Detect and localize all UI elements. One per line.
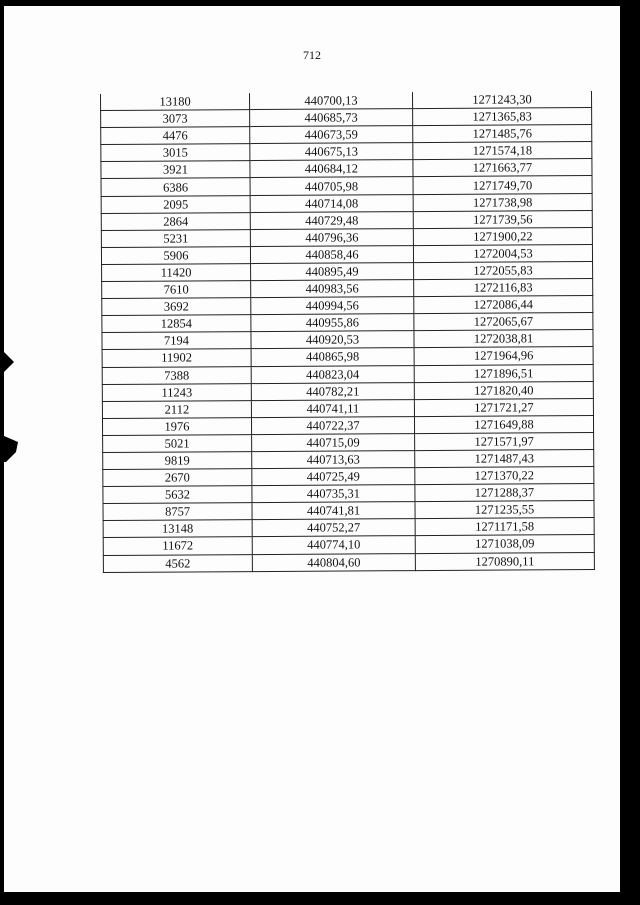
- y-coordinate-cell: 1271749,70: [413, 176, 592, 194]
- y-coordinate-cell: 1271820,40: [414, 381, 593, 399]
- point-number-cell: 5021: [103, 434, 252, 452]
- point-number-cell: 5231: [101, 229, 250, 247]
- point-number-cell: 2095: [101, 195, 250, 213]
- x-coordinate-cell: 440729,48: [250, 211, 413, 229]
- y-coordinate-cell: 1271738,98: [413, 193, 592, 211]
- y-coordinate-cell: 1271288,37: [415, 484, 594, 502]
- x-coordinate-cell: 440752,27: [252, 519, 415, 537]
- y-coordinate-cell: 1271896,51: [414, 364, 593, 382]
- y-coordinate-cell: 1272055,83: [414, 261, 593, 279]
- point-number-cell: 7610: [102, 281, 251, 299]
- point-number-cell: 13148: [103, 520, 252, 538]
- y-coordinate-cell: 1270890,11: [415, 552, 594, 570]
- y-coordinate-cell: 1271038,09: [415, 535, 594, 553]
- y-coordinate-cell: 1271739,56: [413, 210, 592, 228]
- x-coordinate-cell: 440715,09: [252, 433, 415, 451]
- x-coordinate-cell: 440735,31: [252, 485, 415, 503]
- x-coordinate-cell: 440782,21: [251, 382, 414, 400]
- x-coordinate-cell: 440796,36: [250, 228, 413, 246]
- point-number-cell: 13180: [100, 93, 249, 111]
- y-coordinate-cell: 1271574,18: [413, 142, 592, 160]
- point-number-cell: 3015: [101, 144, 250, 162]
- x-coordinate-cell: 440722,37: [251, 416, 414, 434]
- point-number-cell: 2864: [101, 212, 250, 230]
- point-number-cell: 11902: [102, 349, 251, 367]
- coordinates-table: [100, 91, 595, 573]
- x-coordinate-cell: 440823,04: [251, 365, 414, 383]
- y-coordinate-cell: 1272086,44: [414, 296, 593, 314]
- y-coordinate-cell: 1271571,97: [415, 432, 594, 450]
- point-number-cell: 8757: [103, 503, 252, 521]
- y-coordinate-cell: 1271663,77: [413, 159, 592, 177]
- x-coordinate-cell: 440684,12: [250, 160, 413, 178]
- point-number-cell: 7388: [102, 366, 251, 384]
- point-number-cell: 3692: [102, 298, 251, 316]
- x-coordinate-cell: 440714,08: [250, 194, 413, 212]
- y-coordinate-cell: 1271365,83: [413, 108, 592, 126]
- x-coordinate-cell: 440983,56: [251, 280, 414, 298]
- y-coordinate-cell: 1271649,88: [414, 415, 593, 433]
- point-number-cell: 4476: [101, 127, 250, 145]
- x-coordinate-cell: 440858,46: [250, 245, 413, 263]
- x-coordinate-cell: 440725,49: [252, 468, 415, 486]
- y-coordinate-cell: 1271900,22: [413, 227, 592, 245]
- x-coordinate-cell: 440700,13: [249, 92, 412, 110]
- document-page: [4, 6, 620, 892]
- point-number-cell: 2670: [103, 469, 252, 487]
- point-number-cell: 7194: [102, 332, 251, 350]
- point-number-cell: 11672: [103, 537, 252, 555]
- x-coordinate-cell: 440955,86: [251, 314, 414, 332]
- point-number-cell: 1976: [102, 417, 251, 435]
- y-coordinate-cell: 1271370,22: [415, 467, 594, 485]
- right-edge-mark: [620, 470, 632, 610]
- point-number-cell: 11243: [102, 383, 251, 401]
- y-coordinate-cell: 1271243,30: [412, 91, 591, 109]
- point-number-cell: 3073: [101, 110, 250, 128]
- x-coordinate-cell: 440865,98: [251, 348, 414, 366]
- y-coordinate-cell: 1272038,81: [414, 330, 593, 348]
- y-coordinate-cell: 1271171,58: [415, 518, 594, 536]
- point-number-cell: 12854: [102, 315, 251, 333]
- point-number-cell: 9819: [103, 452, 252, 470]
- point-number-cell: 2112: [102, 400, 251, 418]
- x-coordinate-cell: 440685,73: [250, 109, 413, 127]
- x-coordinate-cell: 440713,63: [252, 451, 415, 469]
- x-coordinate-cell: 440741,11: [251, 399, 414, 417]
- y-coordinate-cell: 1271235,55: [415, 501, 594, 519]
- point-number-cell: 6386: [101, 178, 250, 196]
- x-coordinate-cell: 440705,98: [250, 177, 413, 195]
- x-coordinate-cell: 440741,81: [252, 502, 415, 520]
- y-coordinate-cell: 1271721,27: [414, 398, 593, 416]
- y-coordinate-cell: 1271485,76: [413, 125, 592, 143]
- point-number-cell: 5906: [101, 246, 250, 264]
- y-coordinate-cell: 1272116,83: [414, 279, 593, 297]
- table-row: [103, 552, 594, 572]
- y-coordinate-cell: 1271964,96: [414, 347, 593, 365]
- x-coordinate-cell: 440774,10: [252, 536, 415, 554]
- y-coordinate-cell: 1271487,43: [415, 449, 594, 467]
- x-coordinate-cell: 440895,49: [251, 263, 414, 281]
- y-coordinate-cell: 1272004,53: [413, 244, 592, 262]
- point-number-cell: 4562: [103, 554, 252, 572]
- y-coordinate-cell: 1272065,67: [414, 313, 593, 331]
- x-coordinate-cell: 440804,60: [252, 553, 415, 571]
- x-coordinate-cell: 440673,59: [250, 126, 413, 144]
- x-coordinate-cell: 440994,56: [251, 297, 414, 315]
- point-number-cell: 11420: [102, 264, 251, 282]
- point-number-cell: 5632: [103, 486, 252, 504]
- point-number-cell: 3921: [101, 161, 250, 179]
- page-number: 712: [303, 48, 321, 62]
- x-coordinate-cell: 440675,13: [250, 143, 413, 161]
- x-coordinate-cell: 440920,53: [251, 331, 414, 349]
